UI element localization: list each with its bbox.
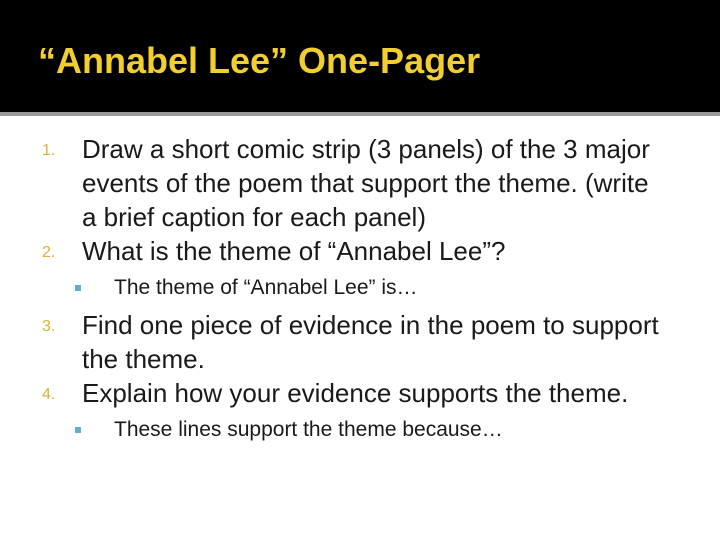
sub-bullet-text: These lines support the theme because… [114,418,503,441]
sub-bullet-text: The theme of “Annabel Lee” is… [114,276,418,299]
slide-title: “Annabel Lee” One-Pager [38,40,481,81]
item-text: Draw a short comic strip (3 panels) of the 3 major events of the poem that support the theme. (write a brief caption for each panel) [82,134,650,232]
item-number: 3. [42,318,56,335]
list-item [0,376,662,410]
divider [0,112,720,116]
item-number: 4. [42,386,56,403]
item-number: 1. [42,142,56,159]
item-text: What is the theme of “Annabel Lee”? [82,236,506,266]
square-bullet-icon [75,285,81,291]
slide-body [0,132,720,450]
list-item [0,308,662,376]
sub-bullet [0,274,720,302]
item-text: Find one piece of evidence in the poem to support the theme. [82,310,659,374]
title-bar [0,0,720,112]
list-item [0,132,662,234]
sub-bullet [0,416,720,444]
item-number: 2. [42,244,56,261]
square-bullet-icon [75,427,81,433]
item-text: Explain how your evidence supports the theme. [82,378,629,408]
list-item [0,234,662,268]
